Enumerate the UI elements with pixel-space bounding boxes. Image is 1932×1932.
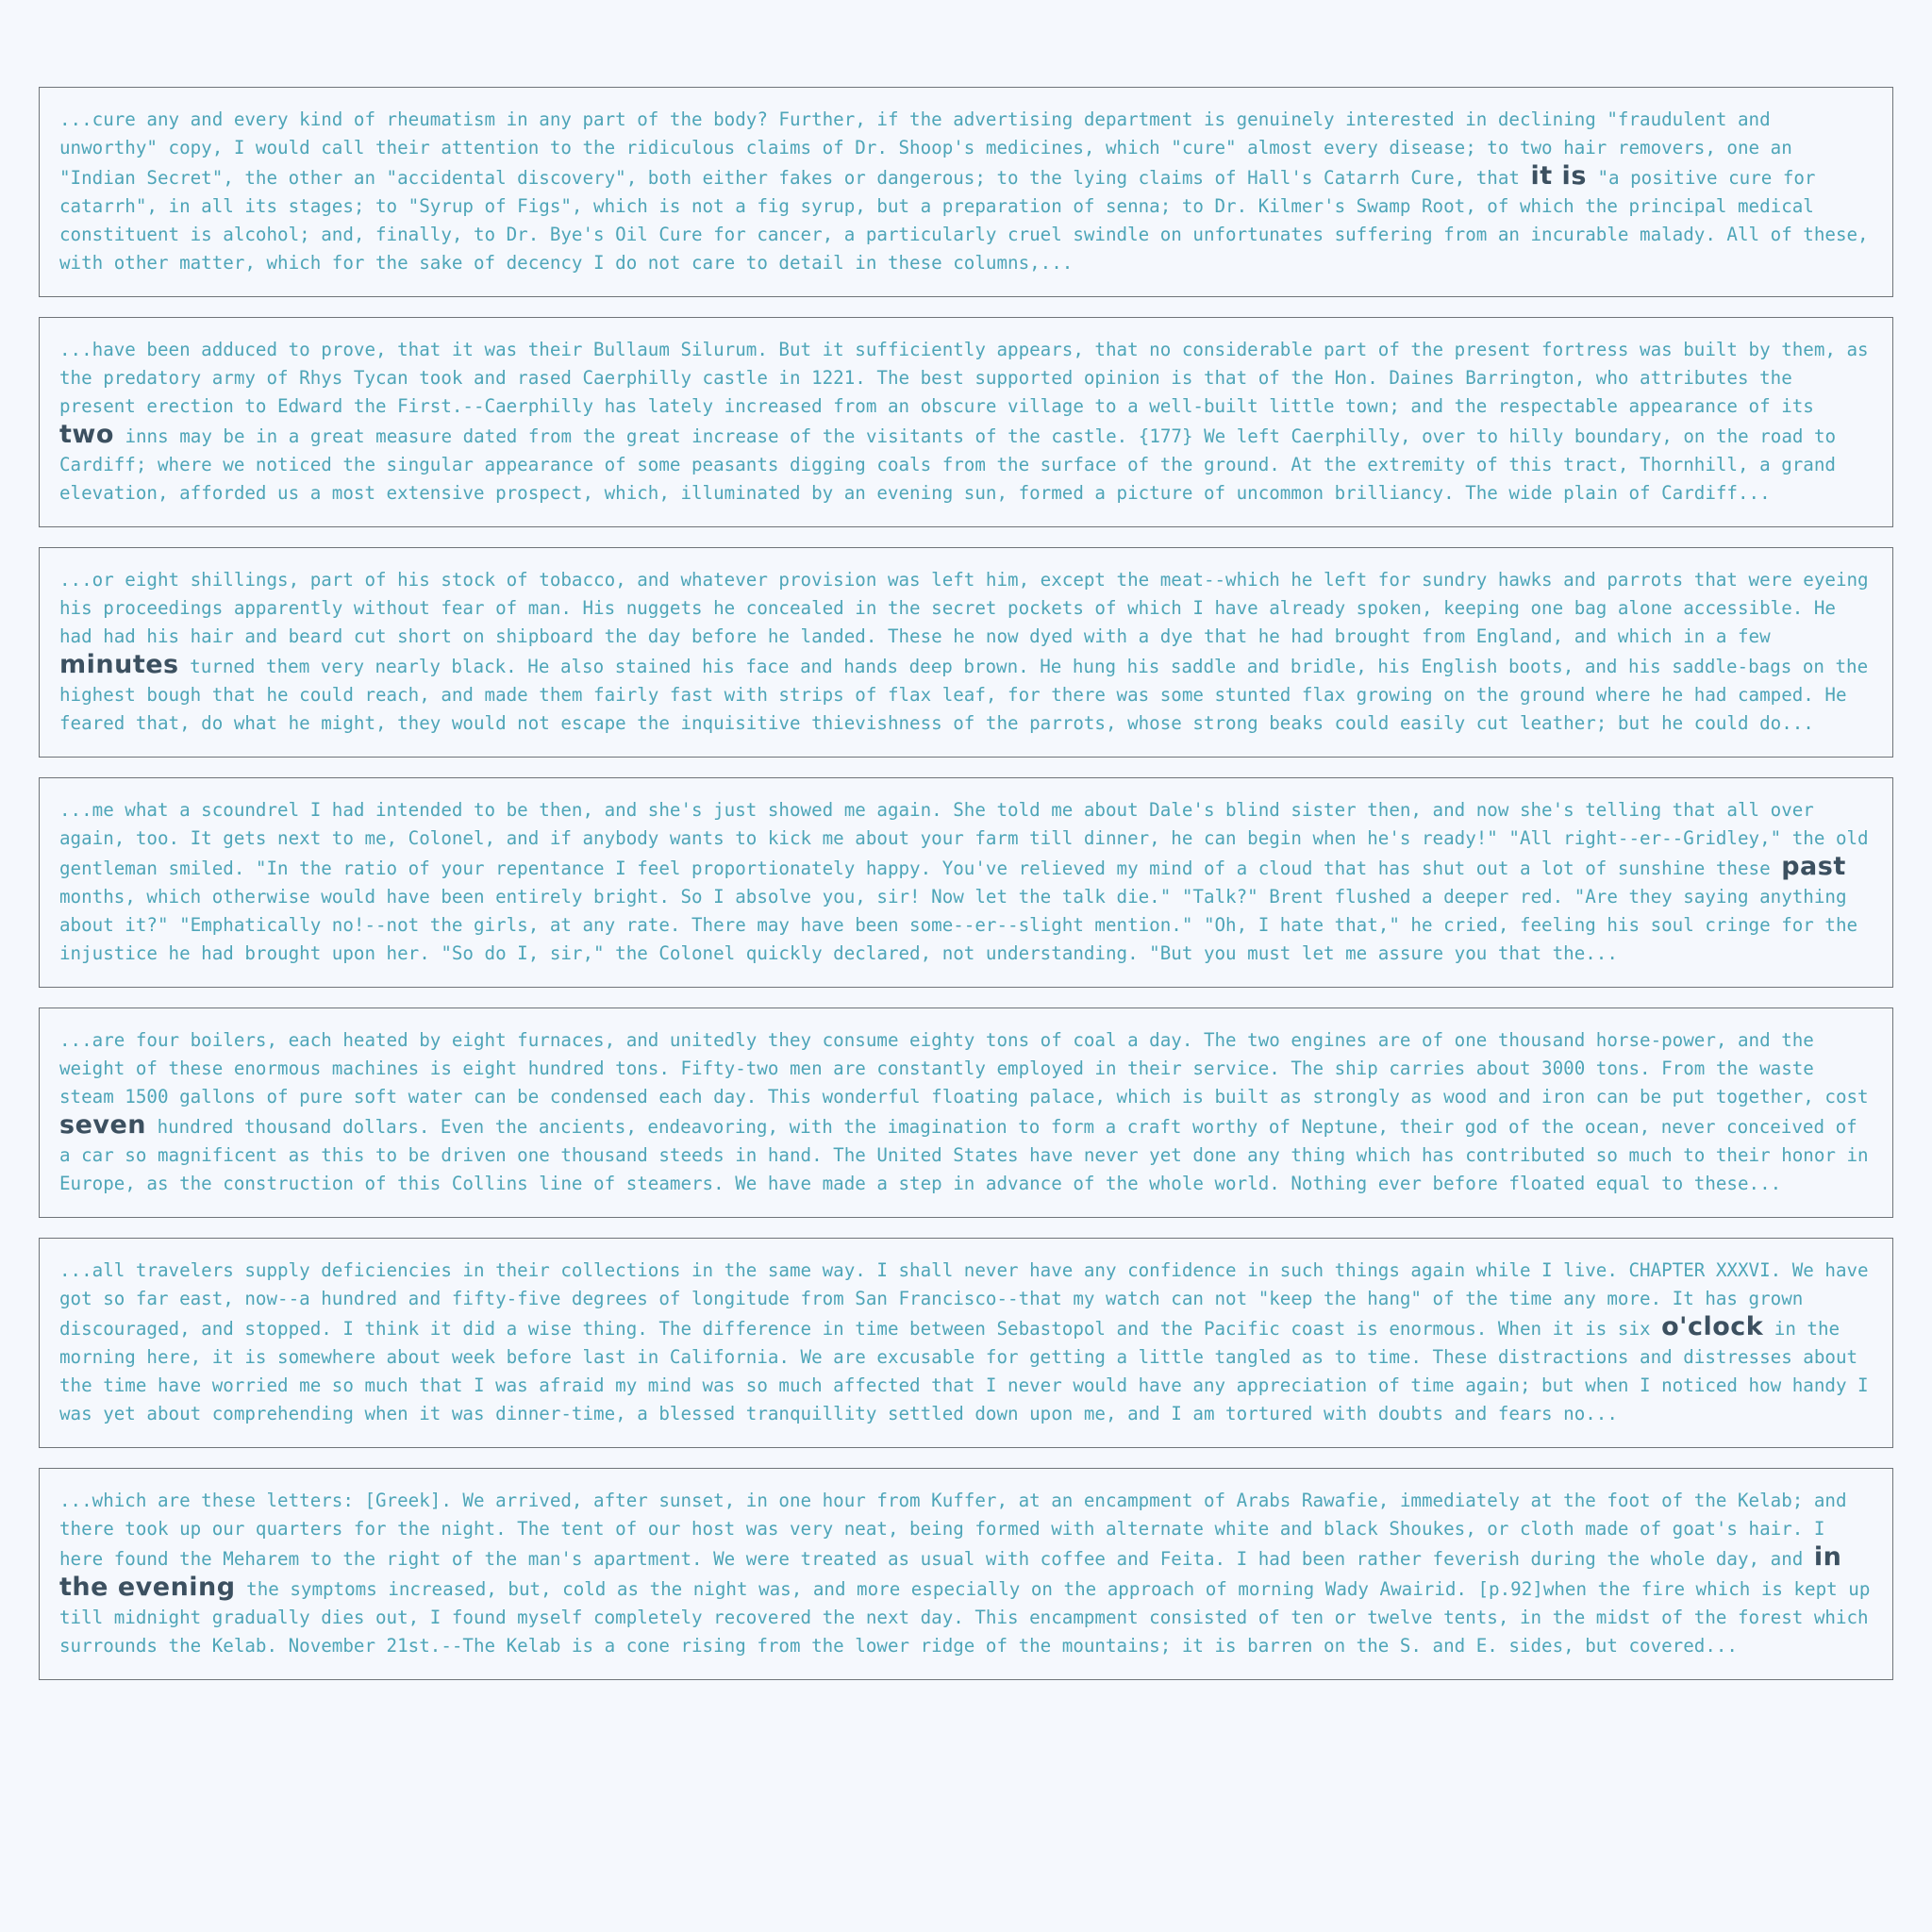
passage-4 — [39, 777, 1893, 988]
highlighted-phrase: in the evening — [59, 1542, 1842, 1602]
passage-7 — [39, 1468, 1893, 1680]
passage-3 — [39, 547, 1893, 758]
highlighted-phrase: it is — [1530, 161, 1587, 191]
passage-text-after: "a positive cure for catarrh", in all its stages; to "Syrup of Figs", which is not a fig syrup, but a preparation of senna; to Dr. Kilmer's Swamp Root, of which the principal medical constituent is alcohol; and, finally, to Dr. Bye's Oil Cure for cancer, a particularly cruel swindle on unfortunates suffering from an incurable malady. All of these, with other matter, which for the sake of decency I do not care to detail in these columns,... — [59, 167, 1869, 274]
passage-text-after: months, which otherwise would have been entirely bright. So I absolve you, sir! Now let the talk die." "Talk?" Brent flushed a deeper red. "Are they saying anything about it?" "Emphatically no!--not the girls, at any rate. There may have been some--er--slight mention." "Oh, I hate that," he cried, feeling his soul cringe for the injustice he had brought upon her. "So do I, sir," the Colonel quickly declared, not understanding. "But you must let me assure you that the... — [59, 886, 1858, 964]
passage-text-before: ...cure any and every kind of rheumatism in any part of the body? Further, if the advertising department is genuinely interested in declining "fraudulent and unworthy" copy, I would call their attention to the ridiculous claims of Dr. Shoop's medicines, which "cure" almost every disease; to two hair removers, one an "Indian Secret", the other an "accidental discovery", both either fakes or dangerous; to the lying claims of Hall's Catarrh Cure, that — [59, 108, 1792, 189]
passage-list — [39, 87, 1893, 1700]
passage-5 — [39, 1008, 1893, 1218]
passage-text-before: ...me what a scoundrel I had intended to be then, and she's just showed me again. She told me about Dale's blind sister then, and now she's telling that all over again, too. It gets next to me, Colonel, and if anybody wants to kick me about your farm till dinner, he can begin when he's ready!" "All right--er--Gridley," the old gentleman smiled. "In the ratio of your repentance I feel proportionately happy. You've relieved my mind of a cloud that has shut out a lot of sunshine these — [59, 799, 1869, 879]
passage-text-before: ...have been adduced to prove, that it was their Bullaum Silurum. But it sufficiently appears, that no considerable part of the present fortress was built by them, as the predatory army of Rhys Tycan took and rased Caerphilly castle in 1221. The best supported opinion is that of the Hon. Daines Barrington, who attributes the present erection to Edward the First.--Caerphilly has lately increased from an obscure village to a well-built little town; and the respectable appearance of its — [59, 339, 1869, 417]
passage-text-before: ...or eight shillings, part of his stock of tobacco, and whatever provision was left him, except the meat--which he left for sundry hawks and parrots that were eyeing his proceedings apparently without fear of man. His nuggets he concealed in the secret pockets of which I have already spoken, keeping one bag alone accessible. He had had his hair and beard cut short on shipboard the day before he landed. These he now dyed with a dye that he had brought from England, and which in a few — [59, 569, 1869, 647]
passage-text-before: ...are four boilers, each heated by eight furnaces, and unitedly they consume eighty tons of coal a day. The two engines are of one thousand horse-power, and the weight of these enormous machines is eight hundred tons. Fifty-two men are constantly employed in their service. The ship carries about 3000 tons. From the waste steam 1500 gallons of pure soft water can be condensed each day. This wonderful floating palace, which is built as strongly as wood and iron can be put together, cost — [59, 1029, 1869, 1108]
passage-text-before: ...which are these letters: [Greek]. We arrived, after sunset, in one hour from Kuffer, at an encampment of Arabs Rawafie, immediately at the foot of the Kelab; and there took up our quarters for the night. The tent of our host was very neat, being formed with alternate white and black Shoukes, or cloth made of goat's hair. I here found the Meharem to the right of the man's apartment. We were treated as usual with coffee and Feita. I had been rather feverish during the whole day, and — [59, 1490, 1847, 1570]
highlighted-phrase: two — [59, 420, 114, 449]
passage-6 — [39, 1238, 1893, 1448]
passage-text-after: inns may be in a great measure dated from the great increase of the visitants of the castle. {177} We left Caerphilly, over to hilly boundary, on the road to Cardiff; where we noticed the singular appearance of some peasants digging coals from the surface of the ground. At the extremity of this tract, Thornhill, a grand elevation, afforded us a most extensive prospect, which, illuminated by an evening sun, formed a picture of uncommon brilliancy. The wide plain of Cardiff... — [59, 425, 1837, 504]
passage-text-after: hundred thousand dollars. Even the ancients, endeavoring, with the imagination to form a craft worthy of Neptune, their god of the ocean, never conceived of a car so magnificent as this to be driven one thousand steeds in hand. The United States have never yet done any thing which has contributed so much to their honor in Europe, as the construction of this Collins line of steamers. We have made a step in advance of the whole world. Nothing ever before floated equal to these... — [59, 1116, 1869, 1194]
passage-2 — [39, 317, 1893, 527]
passage-text-after: the symptoms increased, but, cold as the night was, and more especially on the approach of morning Wady Awairid. [p.92]when the fire which is kept up till midnight gradually dies out, I found myself completely recovered the next day. This encampment consisted of ten or twelve tents, in the midst of the forest which surrounds the Kelab. November 21st.--The Kelab is a cone rising from the lower ridge of the mountains; it is barren on the S. and E. sides, but covered... — [59, 1578, 1871, 1657]
highlighted-phrase: o'clock — [1661, 1312, 1764, 1341]
highlighted-phrase: seven — [59, 1110, 147, 1140]
highlighted-phrase: past — [1781, 852, 1846, 881]
highlighted-phrase: minutes — [59, 650, 179, 679]
passage-1 — [39, 87, 1893, 297]
passage-text-after: turned them very nearly black. He also stained his face and hands deep brown. He hung his saddle and bridle, his English boots, and his saddle-bags on the highest bough that he could reach, and made them fairly fast with strips of flax leaf, for there was some stunted flax growing on the ground where he had camped. He feared that, do what he might, they would not escape the inquisitive thievishness of the parrots, whose strong beaks could easily cut leather; but he could do... — [59, 656, 1869, 734]
passage-text-before: ...all travelers supply deficiencies in their collections in the same way. I shall never have any confidence in such things again while I live. CHAPTER XXXVI. We have got so far east, now--a hundred and fifty-five degrees of longitude from San Francisco--that my watch can not "keep the hang" of the time any more. It has grown discouraged, and stopped. I think it did a wise thing. The difference in time between Sebastopol and the Pacific coast is enormous. When it is six — [59, 1259, 1869, 1340]
passage-text-after: in the morning here, it is somewhere about week before last in California. We are excusable for getting a little tangled as to time. These distractions and distresses about the time have worried me so much that I was afraid my mind was so much affected that I never would have any appreciation of time again; but when I noticed how handy I was yet about comprehending when it was dinner-time, a blessed tranquillity settled down upon me, and I am tortured with doubts and fears no... — [59, 1318, 1869, 1424]
